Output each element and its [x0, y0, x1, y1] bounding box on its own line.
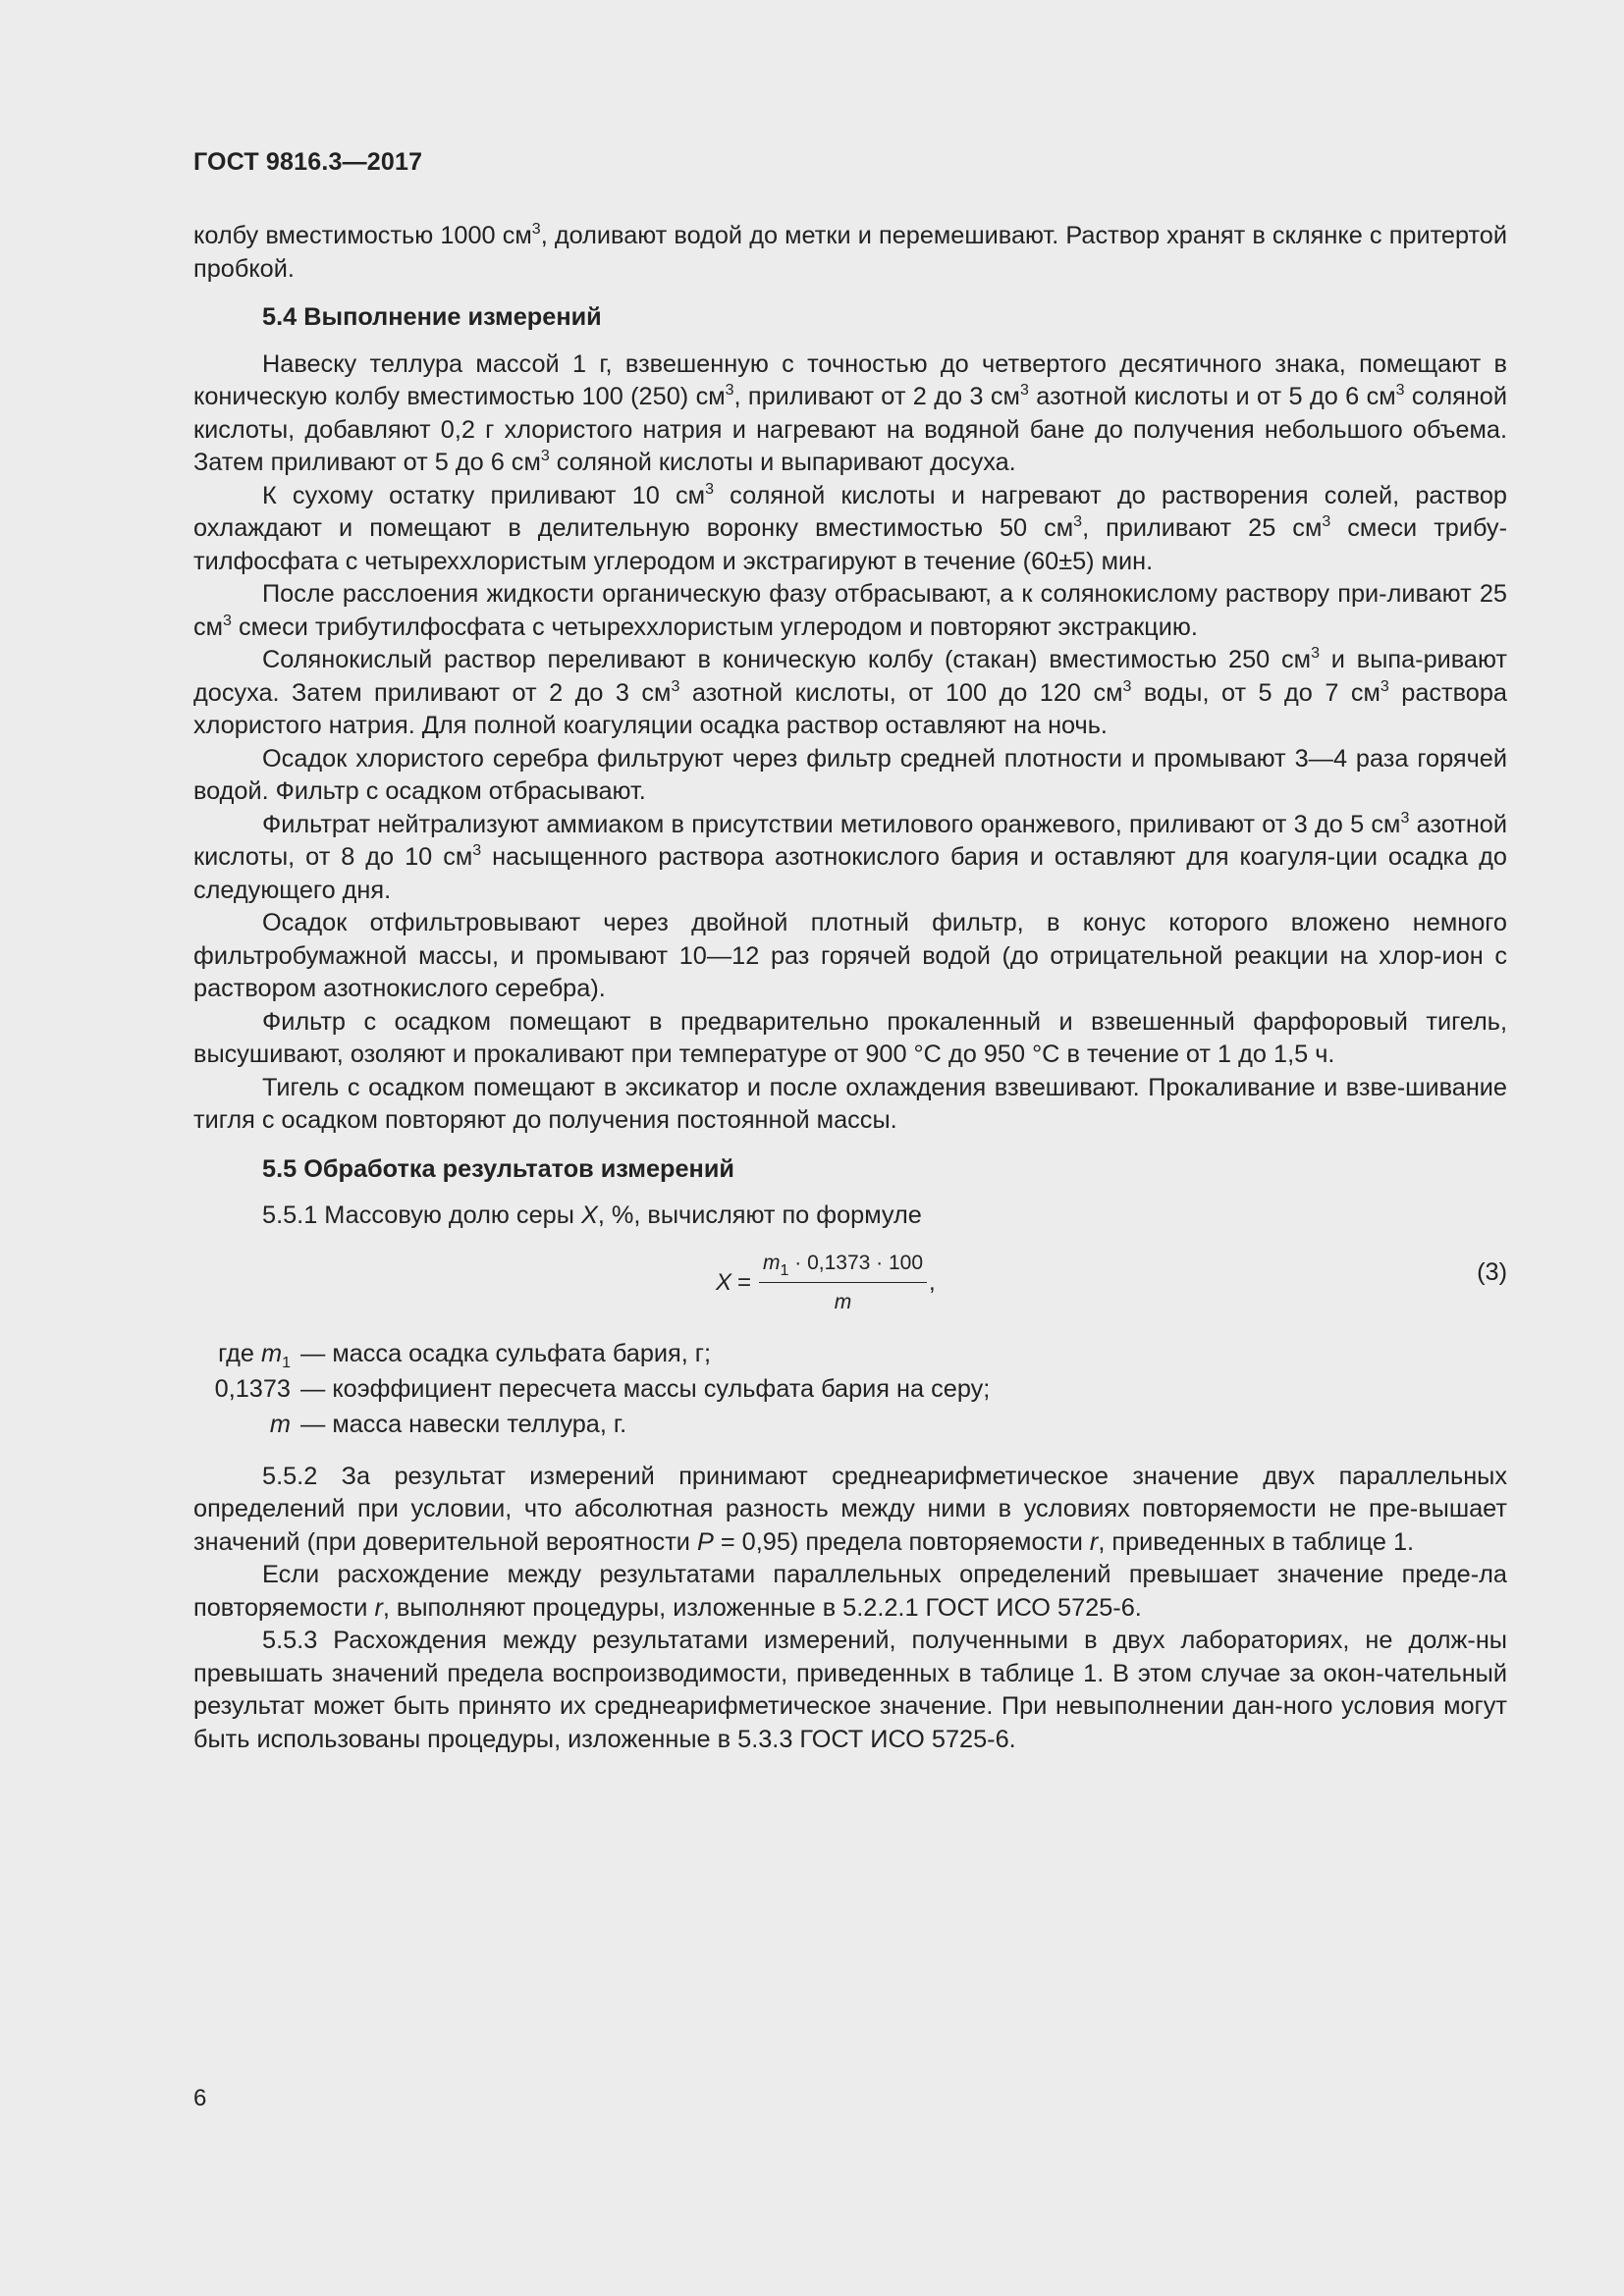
paragraph: Осадок отфильтровывают через двойной плотный фильтр, в конус которого вложено немного фильтробумажной массы, и промывают 10—12 раз горячей водой (до отрицательной реакции на хлор-ион с раствором азотнокислого серебра).: [193, 909, 1507, 1002]
paragraph: Навеску теллура массой 1 г, взвешенную с точностью до четвертого десятичного знака, помещают в коническую колбу вместимостью 100 (250) $см^3$, приливают от 2 до 3 $см^3$ азотной кислоты и от 5 до 6 $см^3$ соляной кислоты, добавляют 0,2 г хлористого натрия и нагревают на водяной бане до получения небольшого объема. Затем приливают от 5 до 6 $см^3$ соляной кислоты и выпаривают досуха.: [193, 349, 1507, 476]
paragraph: Тигель с осадком помещают в эксикатор и после охлаждения взвешивают. Прокаливание и взве-шивание тигля с осадком повторяют до получения постоянной массы.: [193, 1073, 1507, 1134]
page-number: 6: [193, 2085, 207, 2111]
paragraph: Солянокислый раствор переливают в коническую колбу (стакан) вместимостью 250 $см^3$ и выпа-ривают досуха. Затем приливают от 2 до 3 $см^3$ азотной кислоты, от 100 до 120 $см^3$ воды, от 5 до 7 $см^3$ раствора хлористого натрия. Для полной коагуляции осадка раствор оставляют на ночь.: [193, 645, 1507, 739]
document-body: [193, 220, 1507, 1756]
legend-row: m — масса навески теллура, г.: [269, 1410, 627, 1438]
subsection-5-5-2: 5.5.2 За результат измерений принимают среднеарифметическое значение двух параллельных определений при условии, что абсолютная разность между ними в условиях повторяемости не пре-вышает значений (при доверительной вероятности P = 0,95) предела повторяемости r, приведенных в таблице 1.: [193, 1462, 1507, 1556]
subsection-5-5-1: 5.5.1 Массовую долю серы X, %, вычисляют по формуле: [262, 1201, 922, 1229]
section-5-5-heading: 5.5 Обработка результатов измерений: [262, 1154, 734, 1183]
formula-legend: [193, 1337, 1507, 1443]
section-5-4-heading: 5.4 Выполнение измерений: [262, 303, 602, 331]
formula-expression: X = $\frac{m_1 \cdot 0,1373 \cdot 100}{m}$ ,: [716, 1247, 936, 1319]
legend-row: где $m_1$ — масса осадка сульфата бария, г;: [218, 1339, 712, 1371]
subsection-5-5-3: 5.5.3 Расхождения между результатами измерений, полученными в двух лабораториях, не долж-ны превышать значений предела воспроизводимости, приведенных в таблице 1. В этом случае за окон-чательный результат может быть принято их среднеарифметическое значение. При невыполнении дан-ного условия могут быть использованы процедуры, изложенные в 5.3.3 ГОСТ ИСО 5725-6.: [193, 1627, 1507, 1753]
formula-3: [193, 1239, 1507, 1333]
legend-row: 0,1373 — коэффициент пересчета массы сульфата бария на серу;: [214, 1374, 991, 1403]
intro-paragraph: колбу вместимостью 1000 $см^3$, доливают водой до метки и перемешивают. Раствор хранят в склянке с притертой пробкой.: [193, 221, 1507, 283]
paragraph: К сухому остатку приливают 10 $см^3$ соляной кислоты и нагревают до растворения солей, раствор охлаждают и помещают в делительную воронку вместимостью 50 $см^3$, приливают 25 $см^3$ смеси трибу-тилфосфата с четыреххлористым углеродом и экстрагируют в течение (60±5) мин.: [193, 480, 1507, 575]
paragraph: Осадок хлористого серебра фильтруют через фильтр средней плотности и промывают 3—4 раза горячей водой. Фильтр с осадком отбрасывают.: [193, 744, 1507, 805]
paragraph: Если расхождение между результатами параллельных определений превышает значение преде-ла повторяемости r, выполняют процедуры, изложенные в 5.2.2.1 ГОСТ ИСО 5725-6.: [193, 1561, 1507, 1622]
paragraph: После расслоения жидкости органическую фазу отбрасывают, а к солянокислому раствору при-ливают 25 $см^3$ смеси трибутилфосфата с четыреххлористым углеродом и повторяют экстракцию.: [193, 580, 1507, 641]
paragraph: Фильтр с осадком помещают в предварительно прокаленный и взвешенный фарфоровый тигель, высушивают, озоляют и прокаливают при температуре от 900 °С до 950 °С в течение от 1 до 1,5 ч.: [193, 1007, 1507, 1068]
document-header: ГОСТ 9816.3—2017: [193, 148, 423, 176]
paragraph: Фильтрат нейтрализуют аммиаком в присутствии метилового оранжевого, приливают от 3 до 5 $см^3$ азотной кислоты, от 8 до 10 $см^3$ насыщенного раствора азотнокислого бария и оставляют для коагуля-ции осадка до следующего дня.: [193, 809, 1507, 904]
formula-fraction: $\frac{m_1 \cdot 0,1373 \cdot 100}{m}$: [759, 1247, 927, 1319]
formula-number: (3): [1477, 1257, 1507, 1286]
